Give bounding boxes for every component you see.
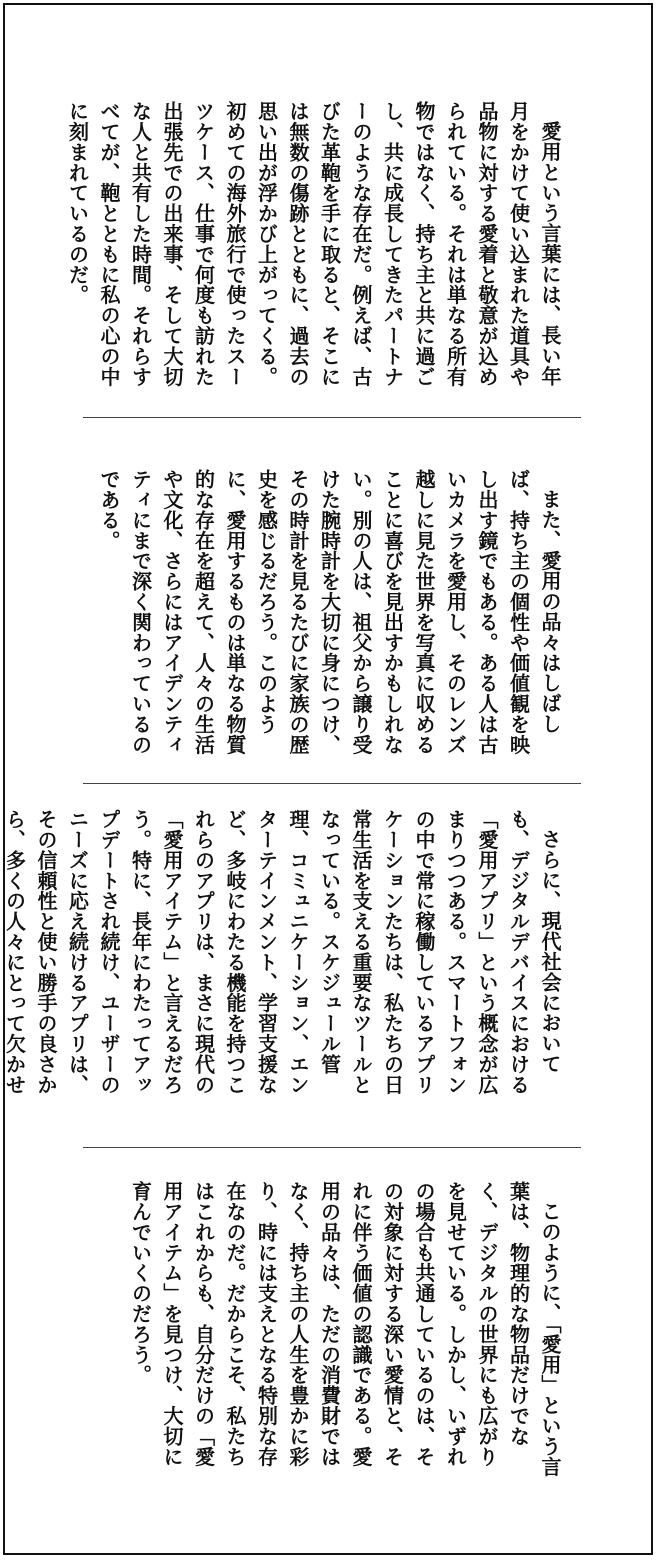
section-divider	[83, 783, 581, 784]
paragraph-2: また、愛用の品々はしばしば、持ち主の個性や価値観を映し出す鏡でもある。ある人は古いカメラを愛用し、そのレンズ越しに見た世界を写真に収めることに喜びを見出すかもしれない。別の人は、祖父から譲り受けた腕時計を大切に身につけ、その時計を見るたびに家族の歴史を感じるだろう。このように、愛用するものは単なる物質的な存在を超えて、人々の生活や文化、さらにはアイデンティティにまで深く関わっているのである。	[97, 469, 562, 755]
section-2	[5, 419, 651, 785]
section-4	[5, 1149, 651, 1557]
paragraph-3: さらに、現代社会においても、デジタルデバイスにおける「愛用アプリ」という概念が広まりつつある。スマートフォンの中で常に稼働しているアプリケーションたちは、私たちの日常生活を支える重要なツールとなっている。スケジュール管理、コミュニケーション、エンターテインメント、学習支援など、多岐にわたる機能を持つこれらのアプリは、まさに現代の「愛用アイテム」と言えるだろう。特に、長年にわたってアップデートされ続け、ユーザーのニーズに応え続けるアプリは、その信頼性と使い勝手の良さから、多くの人々にとって欠かせ	[2, 809, 562, 1095]
page-frame	[3, 3, 653, 1555]
section-divider	[83, 1147, 581, 1148]
section-1	[5, 5, 651, 419]
paragraph-4: このように、「愛用」という言葉は、物理的な物品だけでなく、デジタルの世界にも広がりを見せている。しかし、いずれの場合も共通しているのは、その対象に対する深い愛情と、それに伴う価値の認識である。愛用の品々は、ただの消費財ではなく、持ち主の人生を豊かに彩り、時には支えとなる特別な存在なのだ。だからこそ、私たちはこれからも、自分だけの「愛用アイテム」を見つけ、大切に育んでいくのだろう。	[128, 1181, 562, 1477]
section-3	[2, 785, 651, 1149]
section-divider	[83, 417, 581, 418]
paragraph-1: 愛用という言葉には、長い年月をかけて使い込まれた道具や品物に対する愛着と敬意が込められている。それは単なる所有物ではなく、持ち主と共に過ごし、共に成長してきたパートナーのような存在だ。例えば、古びた革鞄を手に取ると、そこには無数の傷跡とともに、過去の思い出が浮かび上がってくる。初めての海外旅行で使ったスーツケース、仕事で何度も訪れた出張先での出来事、そして大切な人と共有した時間。それらすべてが、鞄とともに私の心の中に刻まれているのだ。	[65, 101, 562, 387]
